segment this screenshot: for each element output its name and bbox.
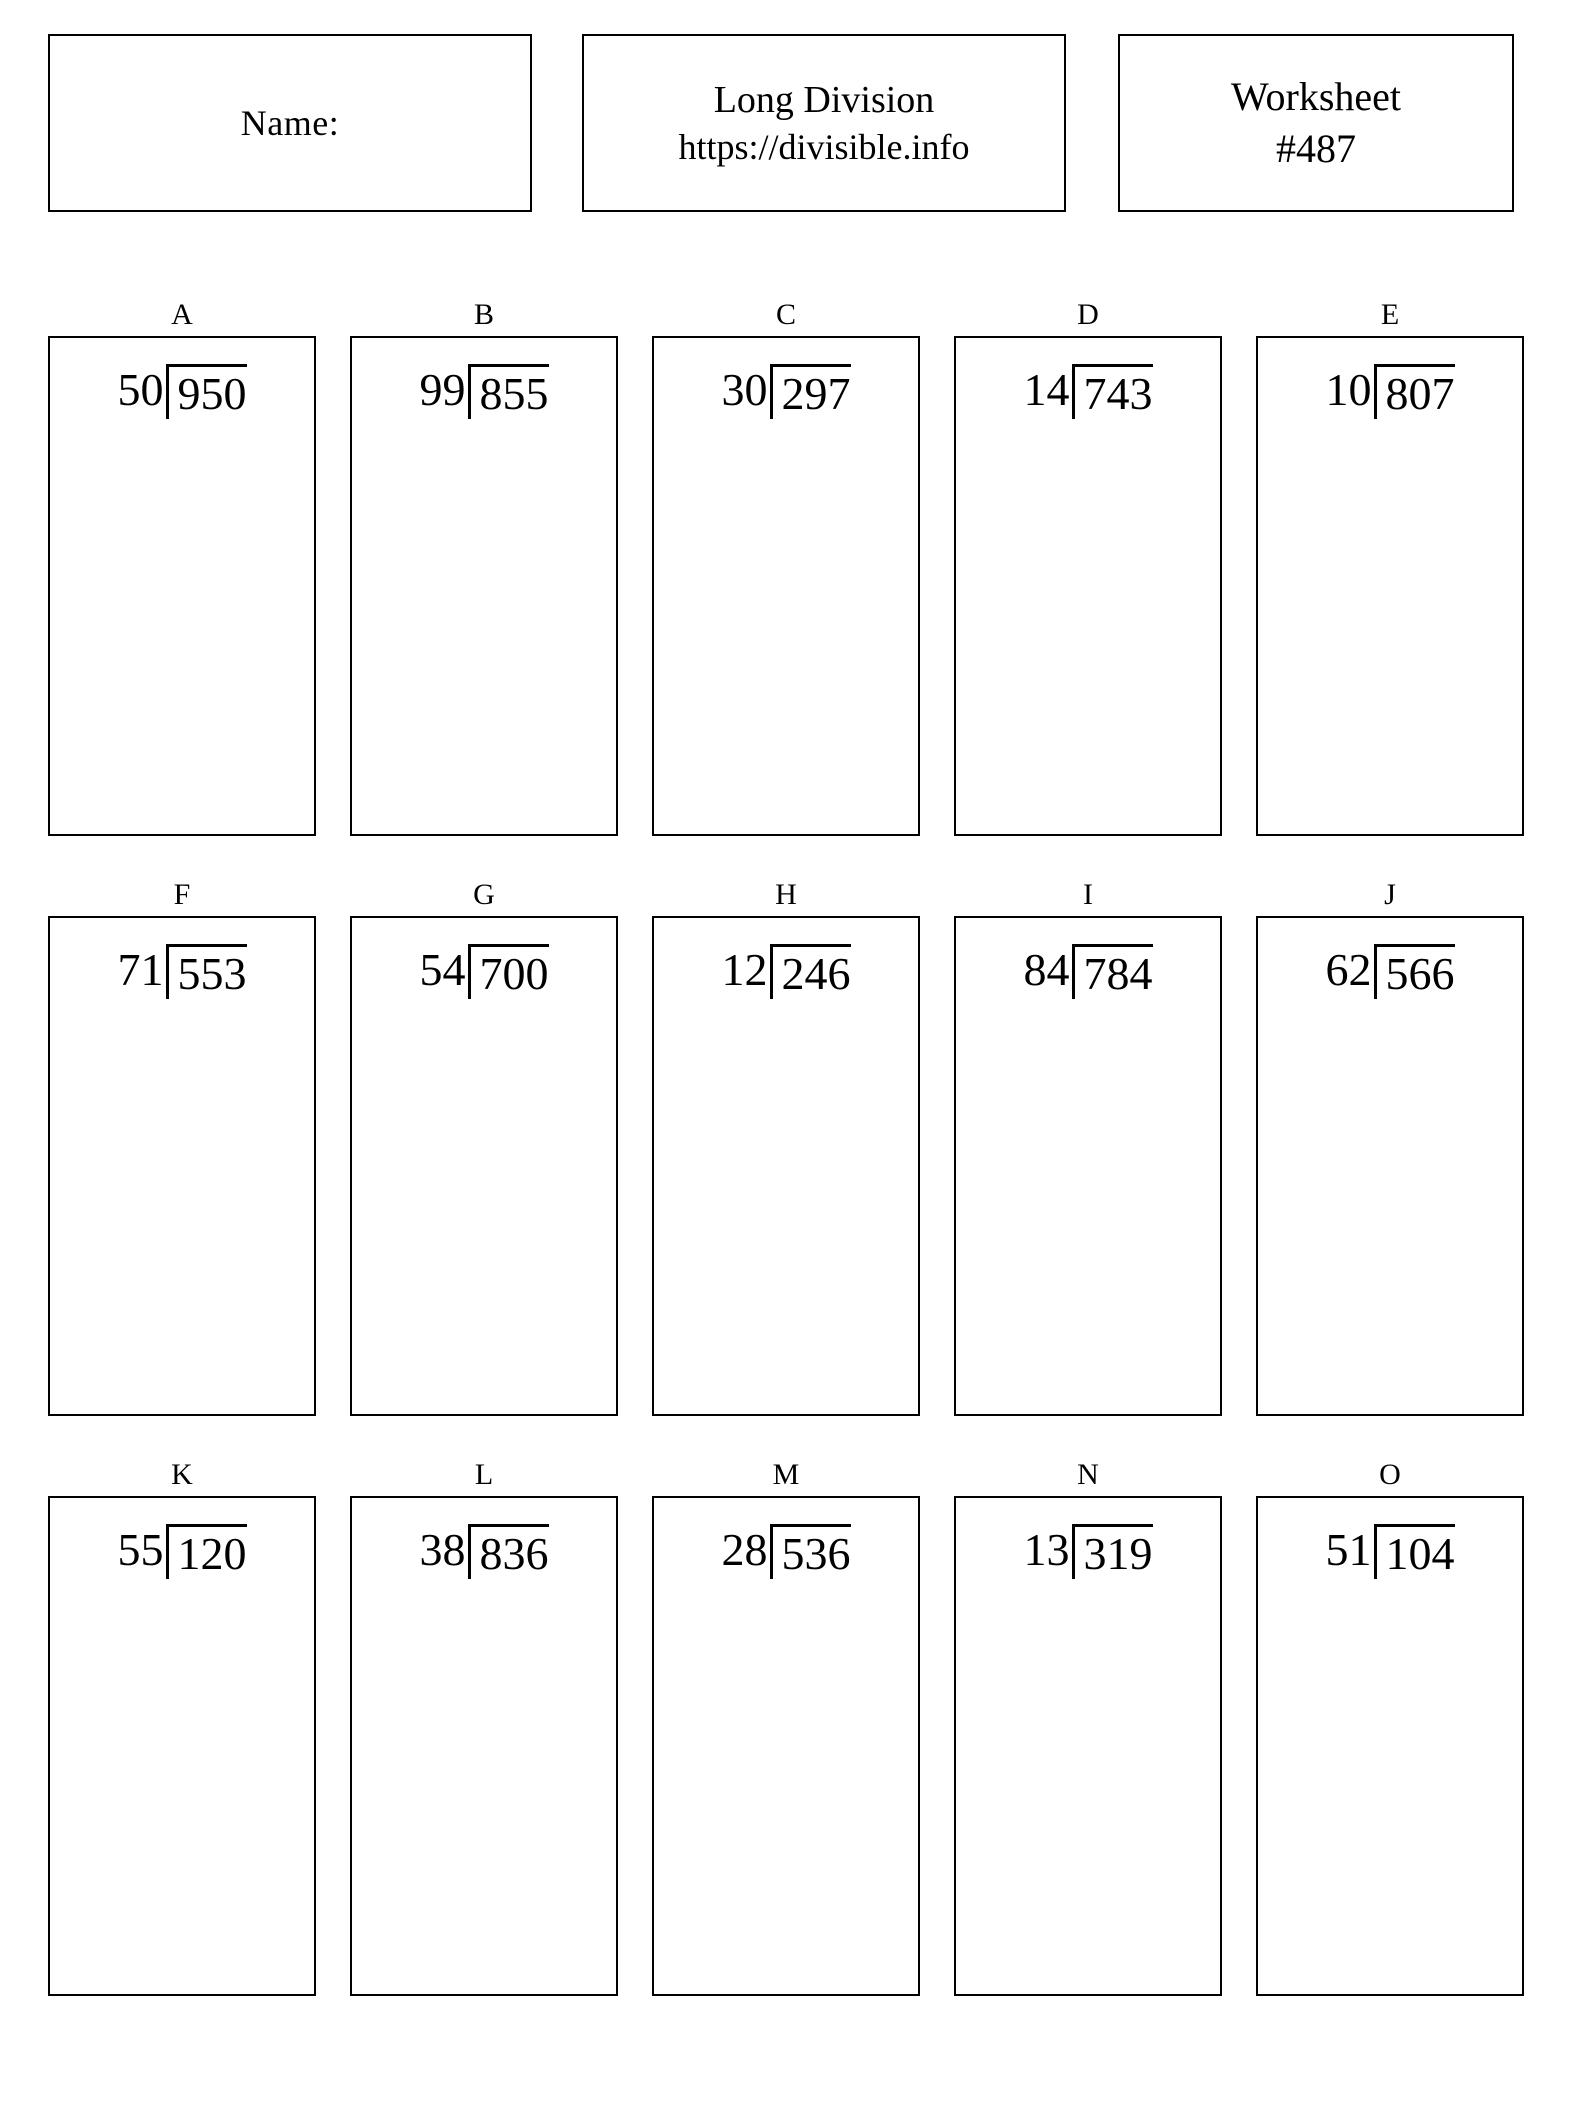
title-box bbox=[582, 34, 1066, 212]
dividend: 566 bbox=[1385, 948, 1455, 999]
divisor: 55 bbox=[117, 1524, 164, 1575]
division-expression bbox=[954, 944, 1222, 999]
name-box[interactable] bbox=[48, 34, 532, 212]
division-expression bbox=[1256, 944, 1524, 999]
dividend: 836 bbox=[479, 1528, 549, 1579]
division-bracket bbox=[166, 1524, 247, 1579]
divisor: 10 bbox=[1325, 364, 1372, 415]
dividend: 536 bbox=[781, 1528, 851, 1579]
dividend: 855 bbox=[479, 368, 549, 419]
divisor: 38 bbox=[419, 1524, 466, 1575]
problem-letter: F bbox=[173, 878, 191, 911]
dividend: 104 bbox=[1385, 1528, 1455, 1579]
division-bracket bbox=[1374, 944, 1455, 999]
divisor: 84 bbox=[1023, 944, 1070, 995]
division-bracket bbox=[1072, 1524, 1153, 1579]
problem-letter: J bbox=[1384, 878, 1396, 911]
division-bracket bbox=[770, 1524, 851, 1579]
divisor: 30 bbox=[721, 364, 768, 415]
worksheet-title: Long Division bbox=[713, 78, 935, 121]
problem-letter: K bbox=[171, 1458, 193, 1491]
division-bracket bbox=[770, 364, 851, 419]
problem-row bbox=[48, 300, 1524, 880]
dividend: 297 bbox=[781, 368, 851, 419]
dividend: 950 bbox=[177, 368, 247, 419]
division-bracket bbox=[166, 364, 247, 419]
divisor: 54 bbox=[419, 944, 466, 995]
divisor: 13 bbox=[1023, 1524, 1070, 1575]
dividend: 246 bbox=[781, 948, 851, 999]
problem-letter: E bbox=[1380, 298, 1400, 331]
problem-letter: C bbox=[775, 298, 796, 331]
dividend: 807 bbox=[1385, 368, 1455, 419]
dividend: 553 bbox=[177, 948, 247, 999]
divisor: 50 bbox=[117, 364, 164, 415]
division-bracket bbox=[468, 364, 549, 419]
divisor: 14 bbox=[1023, 364, 1070, 415]
division-expression bbox=[1256, 1524, 1524, 1579]
problem-letter: B bbox=[473, 298, 494, 331]
worksheet-header bbox=[48, 34, 1514, 212]
worksheet-url: https://divisible.info bbox=[678, 127, 970, 168]
division-bracket bbox=[1072, 944, 1153, 999]
division-bracket bbox=[1374, 364, 1455, 419]
dividend: 319 bbox=[1083, 1528, 1153, 1579]
problem-row bbox=[48, 880, 1524, 1460]
divisor: 51 bbox=[1325, 1524, 1372, 1575]
division-expression bbox=[48, 944, 316, 999]
dividend: 700 bbox=[479, 948, 549, 999]
worksheet-number: #487 bbox=[1276, 126, 1356, 171]
problem-letter: N bbox=[1077, 1458, 1099, 1491]
division-expression bbox=[652, 1524, 920, 1579]
division-expression bbox=[350, 944, 618, 999]
division-expression bbox=[652, 944, 920, 999]
division-expression bbox=[652, 364, 920, 419]
division-bracket bbox=[166, 944, 247, 999]
problem-letter: D bbox=[1077, 298, 1099, 331]
division-expression bbox=[350, 1524, 618, 1579]
dividend: 743 bbox=[1083, 368, 1153, 419]
divisor: 71 bbox=[117, 944, 164, 995]
division-expression bbox=[48, 364, 316, 419]
division-expression bbox=[954, 364, 1222, 419]
problem-letter: G bbox=[473, 878, 495, 911]
problem-letter: O bbox=[1379, 1458, 1401, 1491]
division-bracket bbox=[1072, 364, 1153, 419]
division-expression bbox=[350, 364, 618, 419]
problem-row bbox=[48, 1460, 1524, 2040]
divisor: 28 bbox=[721, 1524, 768, 1575]
division-bracket bbox=[468, 1524, 549, 1579]
divisor: 99 bbox=[419, 364, 466, 415]
divisor: 12 bbox=[721, 944, 768, 995]
problem-letter: I bbox=[1083, 878, 1093, 911]
division-expression bbox=[1256, 364, 1524, 419]
division-bracket bbox=[468, 944, 549, 999]
problem-letter: H bbox=[775, 878, 797, 911]
division-bracket bbox=[770, 944, 851, 999]
division-bracket bbox=[1374, 1524, 1455, 1579]
worksheet-label: Worksheet bbox=[1230, 74, 1402, 119]
divisor: 62 bbox=[1325, 944, 1372, 995]
problem-grid bbox=[48, 300, 1524, 2040]
problem-letter: L bbox=[474, 1458, 494, 1491]
problem-letter: A bbox=[171, 298, 193, 331]
division-expression bbox=[48, 1524, 316, 1579]
problem-letter: M bbox=[772, 1458, 800, 1491]
division-expression bbox=[954, 1524, 1222, 1579]
worksheet-number-box bbox=[1118, 34, 1514, 212]
dividend: 784 bbox=[1083, 948, 1153, 999]
name-label: Name: bbox=[240, 103, 340, 143]
dividend: 120 bbox=[177, 1528, 247, 1579]
